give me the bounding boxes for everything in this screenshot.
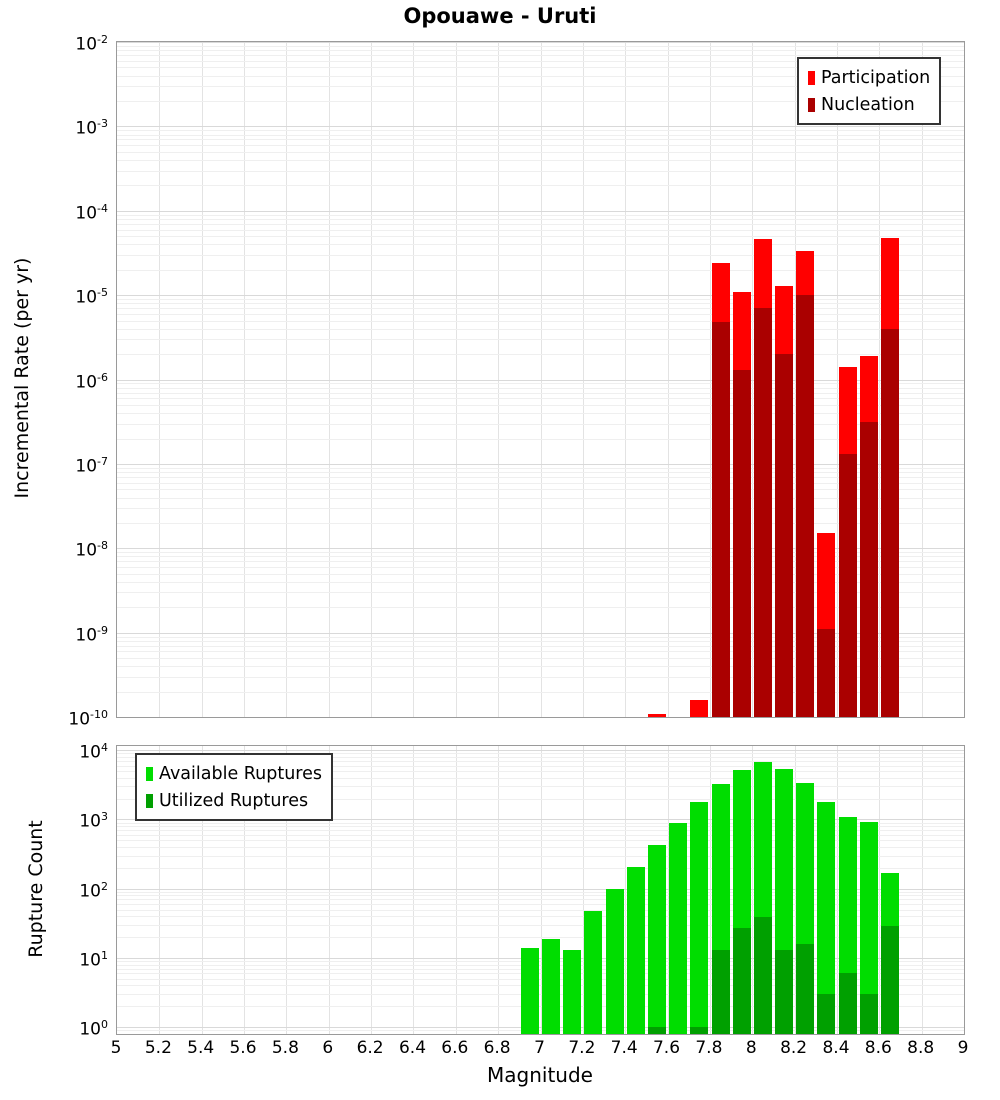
gridline-y-minor (117, 50, 964, 51)
gridline-y-minor (117, 477, 964, 478)
x-tick-label: 7.4 (610, 1038, 638, 1058)
gridline-y-minor (117, 899, 964, 900)
gridline-y-minor (117, 139, 964, 140)
gridline-y-minor (117, 244, 964, 245)
legend-item-available (146, 760, 322, 787)
participation-swatch-icon (808, 71, 815, 85)
bar-nucleation-m8.55 (860, 422, 878, 717)
gridline-y-minor (117, 424, 964, 425)
gridline-y-minor (117, 567, 964, 568)
gridline-y-minor (117, 592, 964, 593)
bar-utilized-ruptures-m7.85 (712, 950, 730, 1034)
bar-utilized-ruptures-m8.45 (839, 973, 857, 1034)
gridline-y-minor (117, 383, 964, 384)
y-axis-label-count: Rupture Count (25, 820, 47, 958)
legend-label-participation: Participation (821, 67, 931, 88)
gridline-y-minor (117, 965, 964, 966)
y-axis-label-rate: Incremental Rate (per yr) (11, 257, 33, 499)
x-tick-label: 6.2 (356, 1038, 384, 1058)
x-tick-label: 7.6 (652, 1038, 681, 1058)
x-tick-label: 6 (322, 1038, 334, 1058)
gridline-y-minor (117, 1006, 964, 1007)
x-tick-label: 8 (745, 1038, 757, 1058)
bar-utilized-ruptures-m8.15 (775, 950, 793, 1034)
gridline-y-major (117, 464, 964, 465)
x-tick-label: 8.2 (780, 1038, 808, 1058)
gridline-y-minor (117, 574, 964, 575)
y-tick-label: $10^{-10}$ (68, 708, 108, 730)
bar-available-ruptures-m7.65 (669, 823, 687, 1034)
x-tick-label: 5.6 (229, 1038, 257, 1058)
gridline-y-major (117, 295, 964, 296)
gridline-y-minor (117, 46, 964, 47)
legend-label-utilized: Utilized Ruptures (159, 790, 309, 811)
gridline-y-minor (117, 1034, 964, 1035)
gridline-y-minor (117, 637, 964, 638)
gridline-y-minor (117, 219, 964, 220)
bar-available-ruptures-m7.55 (648, 845, 666, 1034)
gridline-y-minor (117, 498, 964, 499)
gridline-y-minor (117, 55, 964, 56)
utilized-swatch-icon (146, 794, 153, 808)
bar-nucleation-m8.05 (754, 308, 772, 717)
gridline-y-major (117, 717, 964, 718)
gridline-y-minor (117, 868, 964, 869)
gridline-y-minor (117, 979, 964, 980)
bar-participation-m7.55 (648, 714, 666, 718)
gridline-x (456, 746, 457, 1034)
x-tick-label: 8.8 (907, 1038, 935, 1058)
gridline-y-minor (117, 826, 964, 827)
gridline-y-major (117, 42, 964, 43)
legend-item-utilized (146, 787, 322, 814)
x-tick-label: 7.8 (695, 1038, 723, 1058)
bar-utilized-ruptures-m7.95 (733, 928, 751, 1034)
y-tick-label: $10^4$ (79, 741, 108, 763)
gridline-y-minor (117, 692, 964, 693)
x-tick-label: 5.4 (187, 1038, 215, 1058)
gridline-y-minor (117, 937, 964, 938)
gridline-y-minor (117, 152, 964, 153)
bar-available-ruptures-m6.95 (521, 948, 539, 1034)
gridline-y-minor (117, 270, 964, 271)
gridline-y-minor (117, 185, 964, 186)
gridline-y-minor (117, 489, 964, 490)
x-tick-label: 7.2 (568, 1038, 596, 1058)
legend-label-available: Available Ruptures (159, 763, 322, 784)
gridline-y-minor (117, 321, 964, 322)
gridline-y-minor (117, 973, 964, 974)
gridline-y-minor (117, 916, 964, 917)
count-legend (135, 753, 333, 821)
gridline-x (413, 746, 414, 1034)
y-tick-label: $10^{-7}$ (75, 454, 108, 477)
x-tick-label: 8.6 (864, 1038, 892, 1058)
bar-utilized-ruptures-m8.05 (754, 917, 772, 1034)
available-swatch-icon (146, 767, 153, 781)
gridline-y-minor (117, 641, 964, 642)
gridline-x (498, 746, 499, 1034)
bar-nucleation-m8.45 (839, 454, 857, 717)
gridline-y-minor (117, 299, 964, 300)
y-tick-label: $10^0$ (79, 1018, 108, 1040)
nucleation-swatch-icon (808, 98, 815, 112)
gridline-y-minor (117, 135, 964, 136)
bar-utilized-ruptures-m7.75 (690, 1027, 708, 1034)
bar-utilized-ruptures-m7.55 (648, 1027, 666, 1034)
gridline-y-minor (117, 666, 964, 667)
gridline-y-minor (117, 388, 964, 389)
legend-item-nucleation (808, 91, 930, 118)
x-tick-label: 9 (957, 1038, 969, 1058)
gridline-y-minor (117, 607, 964, 608)
gridline-y-minor (117, 393, 964, 394)
gridline-y-minor (117, 677, 964, 678)
bar-nucleation-m8.65 (881, 329, 899, 717)
x-tick-label: 8.4 (822, 1038, 850, 1058)
y-tick-label: $10^{-2}$ (75, 33, 108, 55)
x-tick-label: 6.4 (398, 1038, 427, 1058)
gridline-y-minor (117, 160, 964, 161)
gridline-y-minor (117, 556, 964, 557)
legend-label-nucleation: Nucleation (821, 94, 915, 115)
gridline-y-minor (117, 985, 964, 986)
gridline-y-minor (117, 1030, 964, 1031)
gridline-y-minor (117, 468, 964, 469)
gridline-y-major (117, 548, 964, 549)
y-tick-label: $10^3$ (79, 810, 108, 833)
bar-utilized-ruptures-m8.65 (881, 926, 899, 1034)
bar-utilized-ruptures-m8.55 (860, 994, 878, 1034)
gridline-y-minor (117, 171, 964, 172)
y-tick-label: $10^{-6}$ (75, 370, 108, 393)
bar-available-ruptures-m7.35 (606, 889, 624, 1034)
gridline-y-minor (117, 552, 964, 553)
bar-nucleation-m7.95 (733, 370, 751, 717)
gridline-y-minor (117, 508, 964, 509)
gridline-y-minor (117, 840, 964, 841)
gridline-y-minor (117, 994, 964, 995)
gridline-y-minor (117, 910, 964, 911)
gridline-y-minor (117, 561, 964, 562)
x-tick-label: 7 (534, 1038, 545, 1058)
bar-nucleation-m8.15 (775, 354, 793, 717)
gridline-y-minor (117, 904, 964, 905)
gridline-y-major (117, 889, 964, 890)
gridline-y-minor (117, 236, 964, 237)
y-tick-label: $10^{-9}$ (75, 623, 108, 646)
gridline-x (922, 746, 923, 1034)
gridline-y-minor (117, 856, 964, 857)
gridline-y-minor (117, 925, 964, 926)
x-tick-label: 5 (110, 1038, 122, 1058)
gridline-y-minor (117, 961, 964, 962)
y-tick-label: $10^{-5}$ (75, 286, 108, 308)
bar-nucleation-m7.85 (712, 322, 730, 717)
gridline-y-minor (117, 830, 964, 831)
legend-item-participation (808, 64, 930, 91)
gridline-y-minor (117, 646, 964, 647)
gridline-x (371, 746, 372, 1034)
rate-legend (797, 57, 941, 125)
y-tick-label: $10^2$ (79, 879, 108, 902)
gridline-y-minor (117, 472, 964, 473)
gridline-y-major (117, 633, 964, 634)
bar-available-ruptures-m7.75 (690, 802, 708, 1034)
gridline-y-minor (117, 145, 964, 146)
gridline-y-major (117, 1027, 964, 1028)
gridline-y-minor (117, 651, 964, 652)
gridline-y-minor (117, 823, 964, 824)
x-axis-label: Magnitude (487, 1063, 593, 1087)
bar-available-ruptures-m7.25 (584, 911, 602, 1034)
chart-title: Opouawe - Uruti (403, 4, 597, 28)
gridline-y-minor (117, 308, 964, 309)
bar-available-ruptures-m7.45 (627, 867, 645, 1034)
gridline-y-minor (117, 314, 964, 315)
gridline-y-major (117, 958, 964, 959)
gridline-y-minor (117, 230, 964, 231)
gridline-y-minor (117, 215, 964, 216)
y-tick-label: $10^{-4}$ (75, 201, 108, 224)
gridline-y-minor (117, 303, 964, 304)
x-tick-label: 5.2 (144, 1038, 172, 1058)
gridline-y-major (117, 211, 964, 212)
gridline-y-minor (117, 847, 964, 848)
gridline-y-minor (117, 439, 964, 440)
x-tick-label: 6.8 (483, 1038, 511, 1058)
bar-nucleation-m8.35 (817, 629, 835, 717)
gridline-y-minor (117, 329, 964, 330)
gridline-y-minor (117, 339, 964, 340)
x-tick-label: 5.8 (271, 1038, 299, 1058)
gridline-y-minor (117, 255, 964, 256)
bar-participation-m7.75 (690, 700, 708, 717)
gridline-y-major (117, 126, 964, 127)
gridline-y-minor (117, 969, 964, 970)
gridline-y-minor (117, 413, 964, 414)
y-tick-label: $10^1$ (79, 948, 108, 971)
gridline-y-minor (117, 582, 964, 583)
gridline-y-minor (117, 405, 964, 406)
gridline-y-minor (117, 398, 964, 399)
gridline-y-minor (117, 224, 964, 225)
gridline-y-minor (117, 658, 964, 659)
bar-available-ruptures-m7.05 (542, 939, 560, 1035)
rate-panel (116, 41, 965, 718)
bar-nucleation-m8.25 (796, 295, 814, 717)
bar-available-ruptures-m7.15 (563, 950, 581, 1034)
gridline-y-minor (117, 835, 964, 836)
gridline-y-major (117, 380, 964, 381)
x-tick-label: 6.6 (441, 1038, 469, 1058)
bar-utilized-ruptures-m8.35 (817, 994, 835, 1034)
gridline-y-minor (117, 523, 964, 524)
gridline-y-major (117, 750, 964, 751)
y-tick-label: $10^{-8}$ (75, 539, 108, 561)
gridline-y-minor (117, 130, 964, 131)
gridline-y-minor (117, 892, 964, 893)
bar-utilized-ruptures-m8.25 (796, 944, 814, 1034)
gridline-y-minor (117, 354, 964, 355)
y-tick-label: $10^{-3}$ (75, 117, 108, 140)
gridline-y-minor (117, 483, 964, 484)
gridline-y-minor (117, 895, 964, 896)
